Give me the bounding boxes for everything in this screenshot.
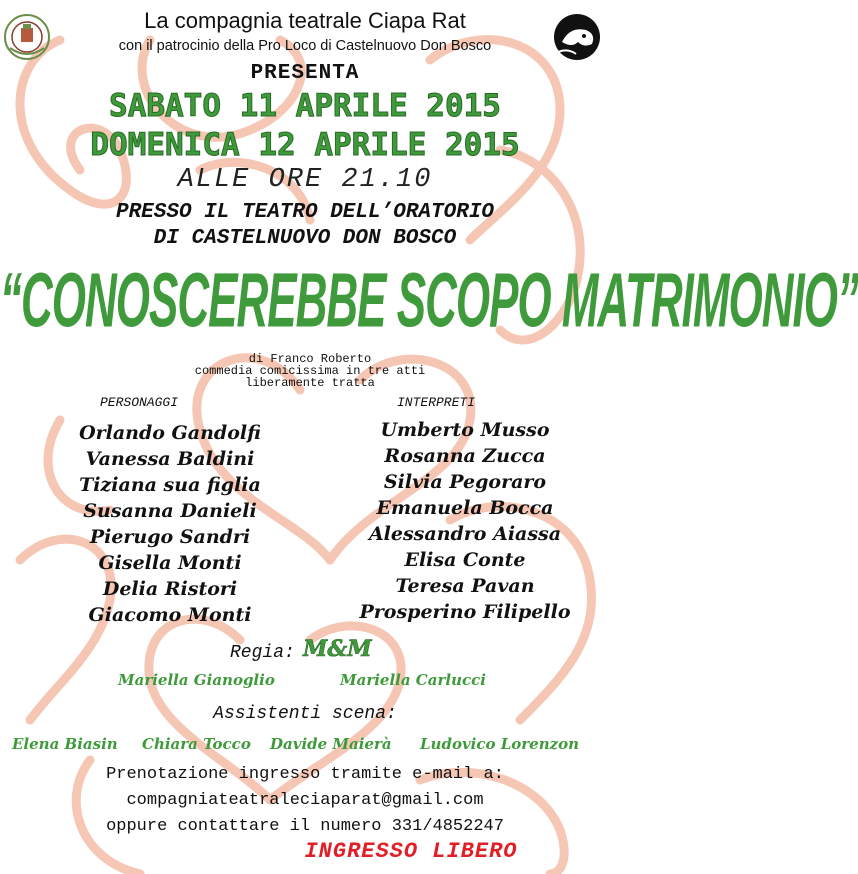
assistant-name: Chiara Tocco: [142, 735, 251, 753]
direction-label: Regia:: [230, 643, 295, 663]
booking-phone: oppure contattare il numero 331/4852247: [106, 817, 504, 836]
character-name: Gisella Monti: [98, 552, 242, 574]
assistant-name: Davide Maierà: [270, 735, 392, 753]
assistants-label: Assistenti scena:: [213, 704, 397, 724]
actors-list: [330, 417, 600, 625]
date-sunday: DOMENICA 12 APRILE 2015: [90, 127, 520, 163]
character-name: Pierugo Sandri: [89, 526, 251, 548]
characters-header: PERSONAGGI: [100, 395, 179, 410]
actor-name: Silvia Pegoraro: [383, 471, 547, 493]
character-name: Vanessa Baldini: [85, 448, 255, 470]
director-name: Mariella Gianoglio: [118, 671, 275, 689]
actors-header: INTERPRETI: [397, 395, 476, 410]
actor-name: Alessandro Aiassa: [368, 523, 562, 545]
direction-value: M&M: [303, 636, 372, 662]
actor-name: Prosperino Filipello: [359, 601, 571, 623]
actor-name: Rosanna Zucca: [384, 445, 546, 467]
play-title-container: [0, 252, 858, 352]
play-author: di Franco Roberto: [248, 352, 372, 366]
presents-label: PRESENTA: [250, 62, 360, 85]
patronage-line: con il patrocinio della Pro Loco di Castelnuovo Don Bosco: [118, 38, 492, 54]
show-time: ALLE ORE 21.10: [177, 165, 433, 195]
booking-email: compagniateatraleciaparat@gmail.com: [126, 791, 484, 810]
actor-name: Teresa Pavan: [395, 575, 535, 597]
play-subtitle-2: liberamente tratta: [245, 376, 375, 390]
character-name: Tiziana sua figlia: [79, 474, 261, 496]
director-name: Mariella Carlucci: [340, 671, 486, 689]
play-subtitle-1: commedia comicissima in tre atti: [194, 364, 426, 378]
play-title: “CONOSCEREBBE SCOPO MATRIMONIO”: [0, 258, 858, 344]
assistant-name: Ludovico Lorenzon: [420, 735, 580, 753]
venue-line-1: PRESSO IL TEATRO DELL’ORATORIO: [115, 201, 495, 224]
company-name: La compagnia teatrale Ciapa Rat: [144, 8, 466, 33]
pro-loco-seal-icon: [2, 12, 52, 62]
character-name: Giacomo Monti: [88, 604, 252, 626]
venue-line-2: DI CASTELNUOVO DON BOSCO: [153, 227, 457, 250]
date-saturday: SABATO 11 APRILE 2015: [109, 88, 501, 124]
free-admission: INGRESSO LIBERO: [304, 839, 518, 864]
character-name: Orlando Gandolfi: [79, 422, 261, 444]
character-name: Susanna Danieli: [83, 500, 257, 522]
booking-line: Prenotazione ingresso tramite e-mail a:: [106, 765, 504, 784]
actor-name: Elisa Conte: [404, 549, 526, 571]
ciapa-rat-logo-icon: [548, 12, 606, 62]
actor-name: Umberto Musso: [380, 419, 550, 441]
assistant-name: Elena Biasin: [12, 735, 118, 753]
characters-list: [35, 420, 305, 628]
actor-name: Emanuela Bocca: [376, 497, 554, 519]
character-name: Delia Ristori: [102, 578, 238, 600]
